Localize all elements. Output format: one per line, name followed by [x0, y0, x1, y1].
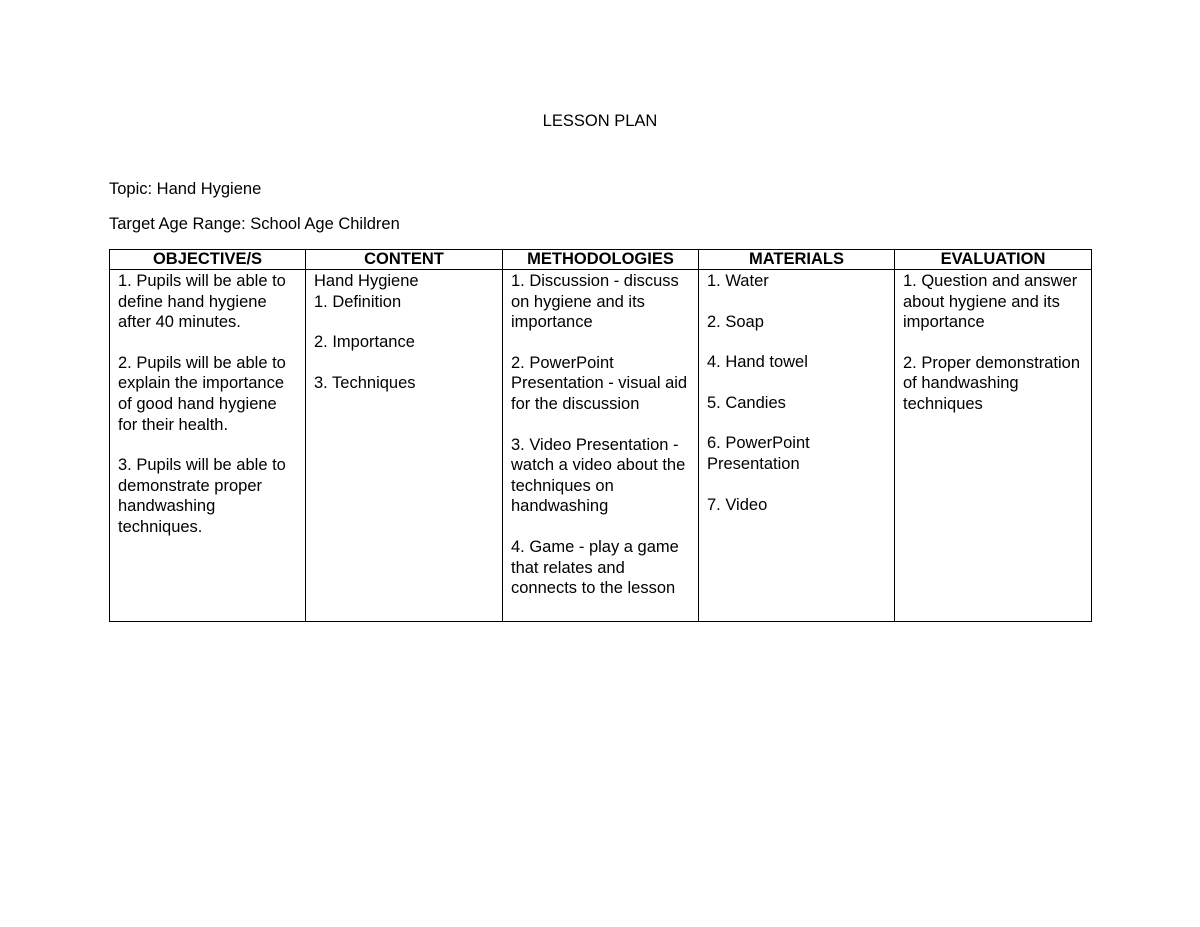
topic-line: Topic: Hand Hygiene — [109, 180, 262, 198]
header-methodologies: METHODOLOGIES — [503, 250, 699, 270]
content-item: 3. Techniques — [314, 373, 416, 392]
material-item: 5. Candies — [707, 393, 786, 412]
material-item: 2. Soap — [707, 312, 764, 331]
methodology-item: 4. Game - play a game that relates and connects to the lesson — [511, 537, 679, 598]
header-content: CONTENT — [306, 250, 503, 270]
page-title: LESSON PLAN — [542, 112, 658, 130]
lesson-plan-table — [109, 249, 1092, 622]
content-item: 2. Importance — [314, 333, 415, 352]
evaluation-item: 2. Proper demonstration of handwashing techniques — [903, 353, 1081, 413]
methodology-item: 2. PowerPoint Presentation - visual aid for the discussion — [511, 353, 688, 413]
header-objectives: OBJECTIVE/S — [110, 250, 306, 270]
content-item: 1. Definition — [314, 292, 402, 311]
evaluation-item: 1. Question and answer about hygiene and its importance — [903, 272, 1078, 332]
material-item: 7. Video — [707, 495, 768, 514]
material-item: 4. Hand towel — [707, 353, 808, 372]
methodology-item: 3. Video Presentation - watch a video about the techniques on handwashing — [511, 435, 686, 516]
header-evaluation: EVALUATION — [895, 250, 1092, 270]
material-item: 6. PowerPoint Presentation — [707, 434, 810, 473]
objective-item: 1. Pupils will be able to define hand hygiene after 40 minutes. — [118, 272, 286, 332]
materials-cell — [699, 270, 895, 622]
content-cell — [306, 270, 503, 622]
table-header-row — [110, 250, 1092, 270]
header-materials: MATERIALS — [699, 250, 895, 270]
methodology-item: 1. Discussion - discuss on hygiene and its importance — [511, 272, 679, 332]
objective-item: 2. Pupils will be able to explain the importance of good hand hygiene for their health. — [118, 353, 286, 434]
table-row — [110, 270, 1092, 622]
content-heading: Hand Hygiene — [314, 272, 419, 290]
objectives-cell — [110, 270, 306, 622]
objective-item: 3. Pupils will be able to demonstrate proper handwashing techniques. — [118, 456, 286, 536]
material-item: 1. Water — [707, 272, 769, 290]
methodologies-cell — [503, 270, 699, 622]
evaluation-cell — [895, 270, 1092, 622]
target-age-line: Target Age Range: School Age Children — [109, 215, 400, 233]
